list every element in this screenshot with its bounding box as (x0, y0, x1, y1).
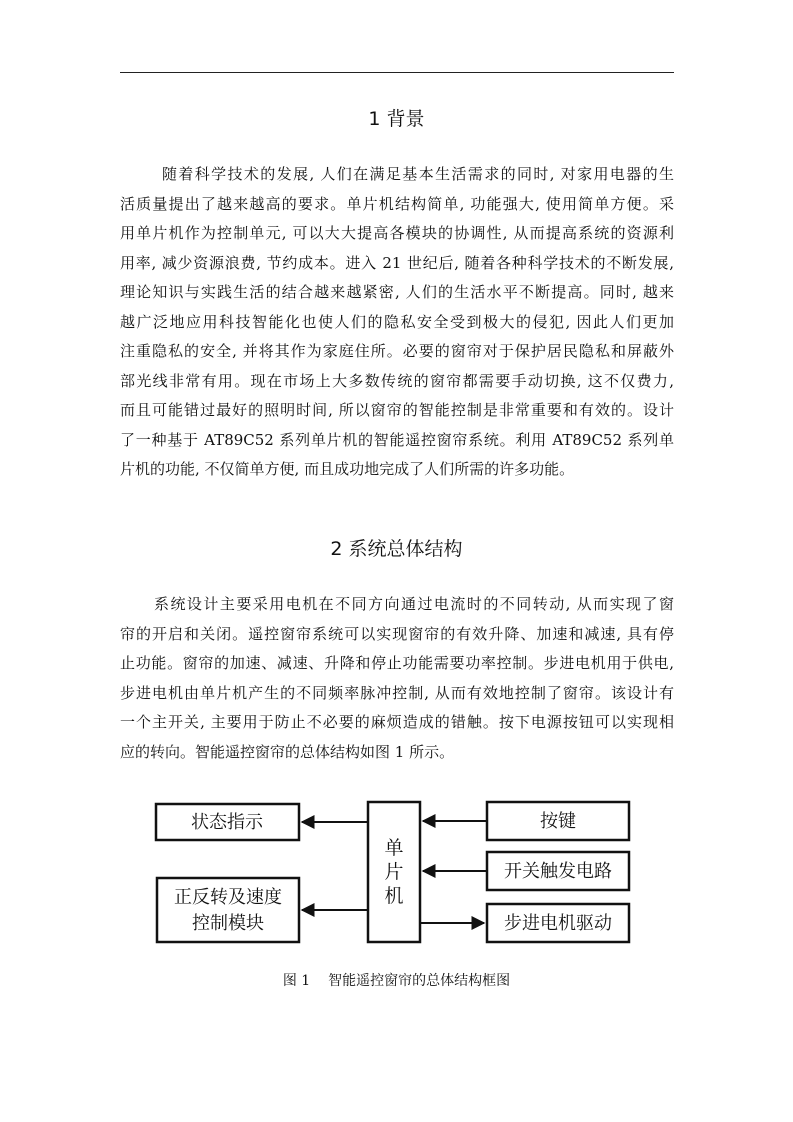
block-mcu-char: 片 (384, 861, 404, 883)
paragraph-line: 止功能。窗帘的加速、减速、升降和停止功能需要功率控制。步进电机用于供电, (120, 654, 674, 672)
block-switch-label: 开关触发电路 (504, 861, 612, 882)
paragraph-line: 了一种基于 AT89C52 系列单片机的智能遥控窗帘系统。利用 AT89C52 系列单 (120, 430, 674, 449)
paragraph-line: 理论知识与实践生活的结合越来越紧密, 人们的生活水平不断提高。同时, 越来 (120, 283, 674, 301)
paragraph-line: 应的转向。智能遥控窗帘的总体结构如图 1 所示。 (120, 742, 455, 761)
paragraph-line: 步进电机由单片机产生的不同频率脉冲控制, 从而有效地控制了窗帘。该设计有 (120, 683, 674, 702)
section-1-heading: 1 背景 (368, 108, 425, 130)
paragraph-line: 注重隐私的安全, 并将其作为家庭住所。必要的窗帘对于保护居民隐私和屏蔽外 (120, 342, 674, 360)
paragraph-line: 一个主开关, 主要用于防止不必要的麻烦造成的错触。按下电源按钮可以实现相 (120, 713, 674, 731)
paragraph-line: 片机的功能, 不仅简单方便, 而且成功地完成了人们所需的许多功能。 (120, 460, 575, 478)
paragraph-line: 帘的开启和关闭。遥控窗帘系统可以实现窗帘的有效升降、加速和减速, 具有停 (120, 624, 674, 643)
paragraph-line: 用率, 减少资源浪费, 节约成本。进入 21 世纪后, 随着各种科学技术的不断发展, (120, 253, 674, 272)
figure-number: 图 1 (282, 973, 311, 989)
paragraph-line: 活质量提出了越来越高的要求。单片机结构简单, 功能强大, 使用简单方便。采 (120, 194, 674, 213)
block-stepper-label: 步进电机驱动 (504, 913, 612, 934)
figure-caption-text: 智能遥控窗帘的总体结构框图 (328, 973, 511, 989)
figure-caption (0, 970, 793, 992)
block-mcu-char: 单 (384, 837, 404, 859)
block-mcu-char: 机 (384, 885, 404, 907)
system-block-diagram (150, 792, 650, 952)
header-rule (120, 72, 674, 73)
block-status-label: 状态指示 (191, 812, 263, 833)
block-speed-label-2: 控制模块 (192, 913, 264, 934)
section-1-body (120, 160, 674, 485)
paragraph-line: 系统设计主要采用电机在不同方向通过电流时的不同转动, 从而实现了窗 (154, 595, 674, 613)
block-keys-label: 按键 (540, 811, 576, 832)
paragraph-line: 越广泛地应用科技智能化也使人们的隐私安全受到极大的侵犯, 因此人们更加 (120, 312, 674, 331)
paragraph-line: 用单片机作为控制单元, 可以大大提高各模块的协调性, 从而提高系统的资源利 (120, 224, 674, 242)
paragraph-line: 随着科学技术的发展, 人们在满足基本生活需求的同时, 对家用电器的生 (162, 165, 674, 183)
paragraph-line: 部光线非常有用。现在市场上大多数传统的窗帘都需要手动切换, 这不仅费力, (120, 371, 674, 390)
section-2-heading: 2 系统总体结构 (330, 538, 463, 560)
paragraph-line: 而且可能错过最好的照明时间, 所以窗帘的智能控制是非常重要和有效的。设计 (120, 401, 674, 419)
block-speed-label-1: 正反转及速度 (174, 887, 282, 908)
section-2-body (120, 590, 674, 767)
